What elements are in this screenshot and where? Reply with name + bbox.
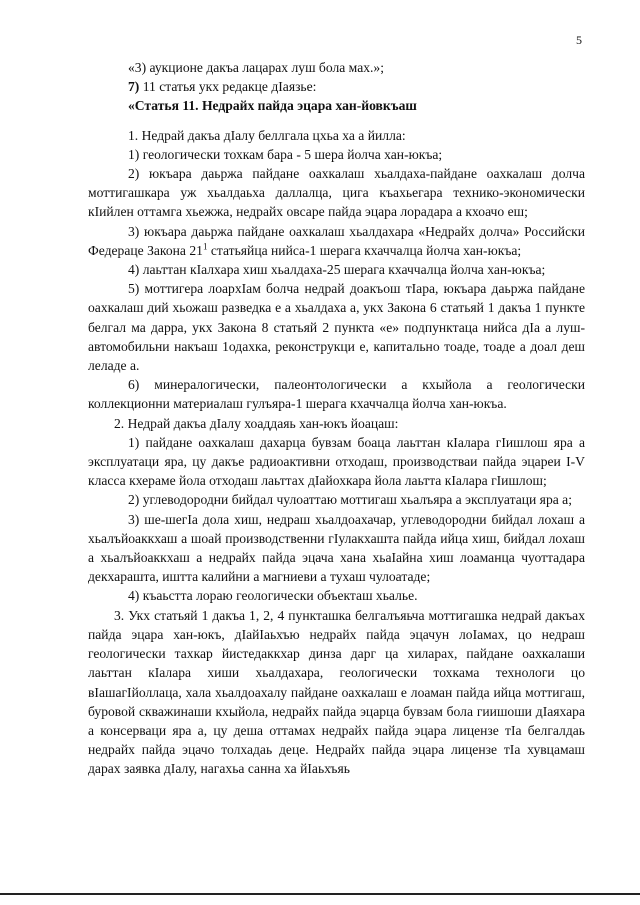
scan-bottom-edge [0,893,640,895]
paragraph-clause-2: 2. Недрай дакъа дIалу хоаддаяь хан-юкъ йоацаш: [114,415,399,431]
paragraph-clause-2-1: 1) пайдане оахкалаш дахарца бувзам боаца лаьттан кIалара гIишлош яра а эксплуатаци яра, цу дакъе радиоактивни отходаш, производстваи пайда эцареи I-V класса кхераме йола отходаш лаьттах дIайохкара йола лаьтта кIалара гIишлош; [88,434,585,489]
amendment-text: 11 статья укх редакце дIаязье: [139,79,317,95]
paragraph-clause-1-1: 1) геологически тохкам бара - 5 шера йолча хан-юкъа; [128,146,443,162]
paragraph-clause-3: 3. Укх статьяй 1 дакъа 1, 2, 4 пункташка белгалъяьча моттигашка недрай дакъах пайда эцара хан-юкъ, дIайIаьхъю недрайх пайда эцачун лоIамах, цо недраш геологически тахкар йистедаккхар динза дарг ца хиларах, пайдане оахкалаши лаьттан кIалара хиши хьалдахара, геологически тохкама технологи цо вIашагIйоллаца, хала хьалдоахалу пайдане оахкалаш е лоаман пайда ийца моттигаш, буровой скважинаши кхыйола, недрайх пайда эцарца бувзам бола гиишоши дIаяхара а консерваци яра а, цу деша оттамах недрайх пайда эцара лицензе тIа белгалдаь недрайх пайда эцачо толхадаь деце. Недрайх пайда эцара лицензе тIа хувцамаш дарах заявка дIалу, нагахьа санна ха йIаьхъяь [88,607,585,777]
paragraph-clause-1-5: 5) моттигера лоархIам болча недрай доакъош тIара, юкъара даьржа пайдане оахкалаш дий хьожаш разведка е а хьалдаха а, укх Закона 6 статьяй 1 дакъа 1 пункте белгал ма дарра, укх Закона 8 статьяй 2 пункта «е» подпунктаца нийса дIа а луш-автомобильни накъаш 1одахка, реконструкци е, капитально тоаде, тоаде а доал деш леладе а. [88,281,585,374]
paragraph-clause-1-4: 4) лаьттан кIалхара хиш хьалдаха-25 шерага кхаччалца йолча хан-юкъа; [128,262,546,278]
article-heading: «Статья 11. Недрайх пайда эцара хан-йовкъаш [128,98,417,114]
paragraph-clause-1-6: 6) минералогически, палеонтологически а кхыйола а геологически коллекционни материалаш гулъяра-1 шерага кхаччалца йолча хан-юкъа. [88,377,585,412]
paragraph-clause-2-2: 2) углеводородни бийдал чулоаттаю моттигаш хьалъяра а эксплуатаци яра а; [128,492,572,508]
clause-1-3-text-start: 3) юкъара даьржа пайдане оахкалаш хьалдахара «Недрайх долча» Российски Федераце Закона 21 [88,223,585,258]
paragraph-clause-1-3 [88,222,585,260]
document-body [88,58,585,779]
paragraph-auction-price: «3) аукционе дакъа лацарах луш бола мах.»; [128,60,384,75]
amendment-item-7 [88,77,585,96]
paragraph-clause-1-2: 2) юкъара даьржа пайдане оахкалаш хьалдаха-пайдане оахкалаш долча моттигашкара уж хьалдаьха даллалца, цига къахьегара технико-экономически кIийлен оттамга хьежжа, недрайх овсаре пайда эцара лорадара а кхоачо еш; [88,166,585,220]
page-number: 5 [576,33,582,47]
paragraph-clause-1: 1. Недрай дакъа дIалу беллгала цхьа ха а йиллa: [128,127,406,143]
clause-1-3-text-end: статьяйца нийса-1 шерага кхаччалца йолча хан-юкъа; [207,242,522,258]
footnote-superscript: 1 [202,241,208,252]
paragraph-clause-2-3: 3) ше-шегIа дола хиш, недраш хьалдоахачар, углеводородни бийдал лохаш а хьалъйоаккхаш а шоай производственни гIулакхашта пайда ийца хиш, бийдал лохаш а хьалъйоаккхаш а недрайх пайда эцача хана хьаIайна хиш лоаманца чуоттадара декхараштa, иштта калийни а магниеви а тухаш чулоатаде; [88,511,585,585]
paragraph-clause-2-4: 4) къаьстта лораю геологически объекташ хьалье. [128,588,418,604]
amendment-number: 7) [128,79,140,95]
